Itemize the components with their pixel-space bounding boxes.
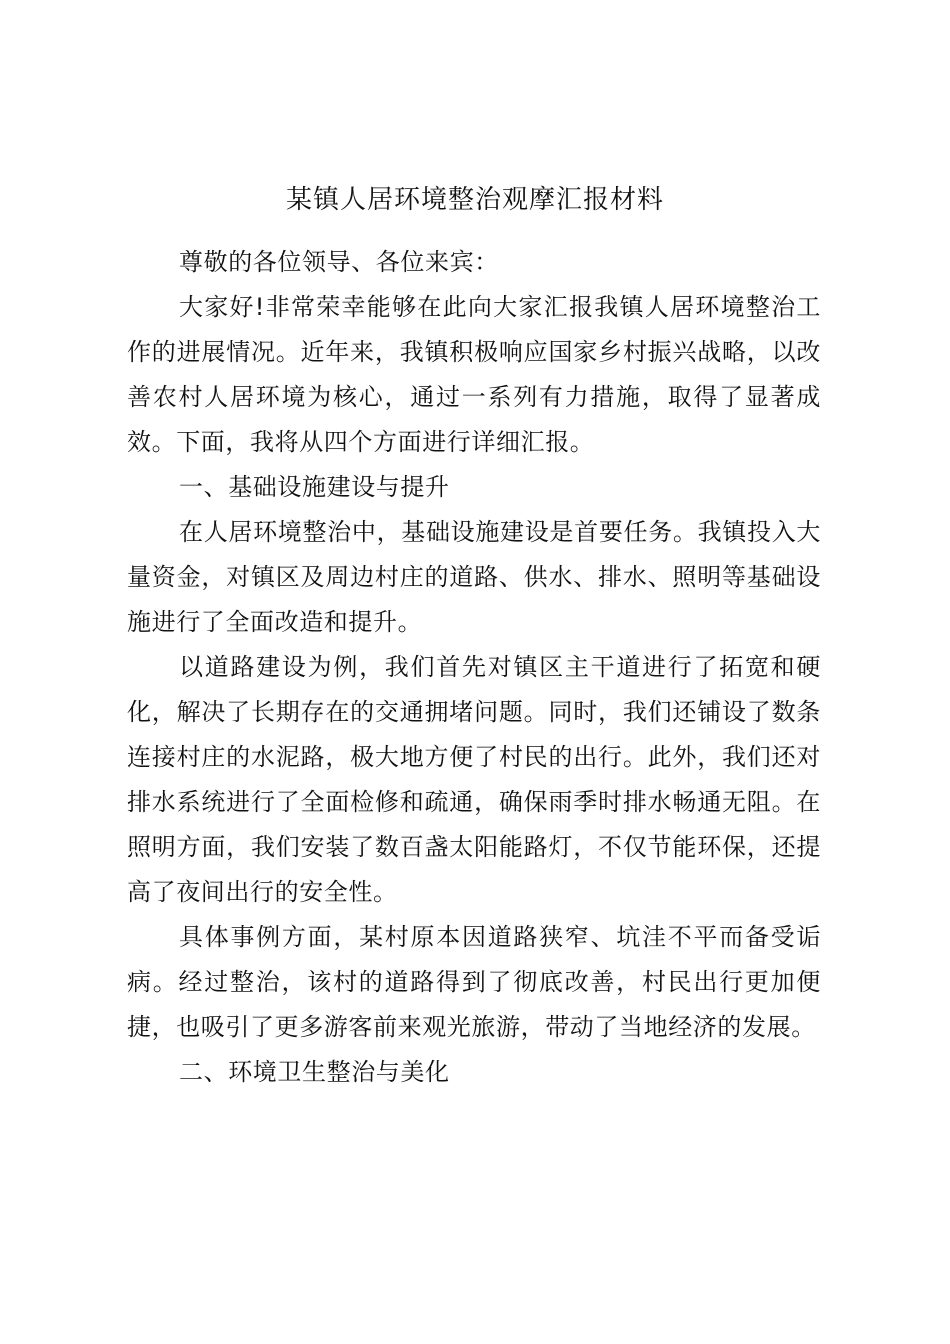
body-paragraph: 以道路建设为例，我们首先对镇区主干道进行了拓宽和硬化，解决了长期存在的交通拥堵问题。同时，我们还铺设了数条连接村庄的水泥路，极大地方便了村民的出行。此外，我们还对排水系统进行了全面检修和疏通，确保雨季时排水畅通无阻。在照明方面，我们安装了数百盏太阳能路灯，不仅节能环保，还提高了夜间出行的安全性。 (127, 653, 821, 906)
body-paragraph: 在人居环境整治中，基础设施建设是首要任务。我镇投入大量资金，对镇区及周边村庄的道路、供水、排水、照明等基础设施进行了全面改造和提升。 (127, 518, 821, 636)
document-body (127, 240, 821, 1095)
document-title: 某镇人居环境整治观摩汇报材料 (285, 185, 664, 215)
intro-paragraph: 大家好!非常荣幸能够在此向大家汇报我镇人居环境整治工作的进展情况。近年来，我镇积极响应国家乡村振兴战略，以改善农村人居环境为核心，通过一系列有力措施，取得了显著成效。下面，我将从四个方面进行详细汇报。 (127, 293, 821, 456)
section-heading-1: 一、基础设施建设与提升 (179, 473, 450, 501)
salutation: 尊敬的各位领导、各位来宾： (179, 248, 499, 276)
section-heading-2: 二、环境卫生整治与美化 (179, 1058, 450, 1086)
body-paragraph: 具体事例方面，某村原本因道路狭窄、坑洼不平而备受诟病。经过整治，该村的道路得到了彻底改善，村民出行更加便捷，也吸引了更多游客前来观光旅游，带动了当地经济的发展。 (127, 923, 821, 1041)
